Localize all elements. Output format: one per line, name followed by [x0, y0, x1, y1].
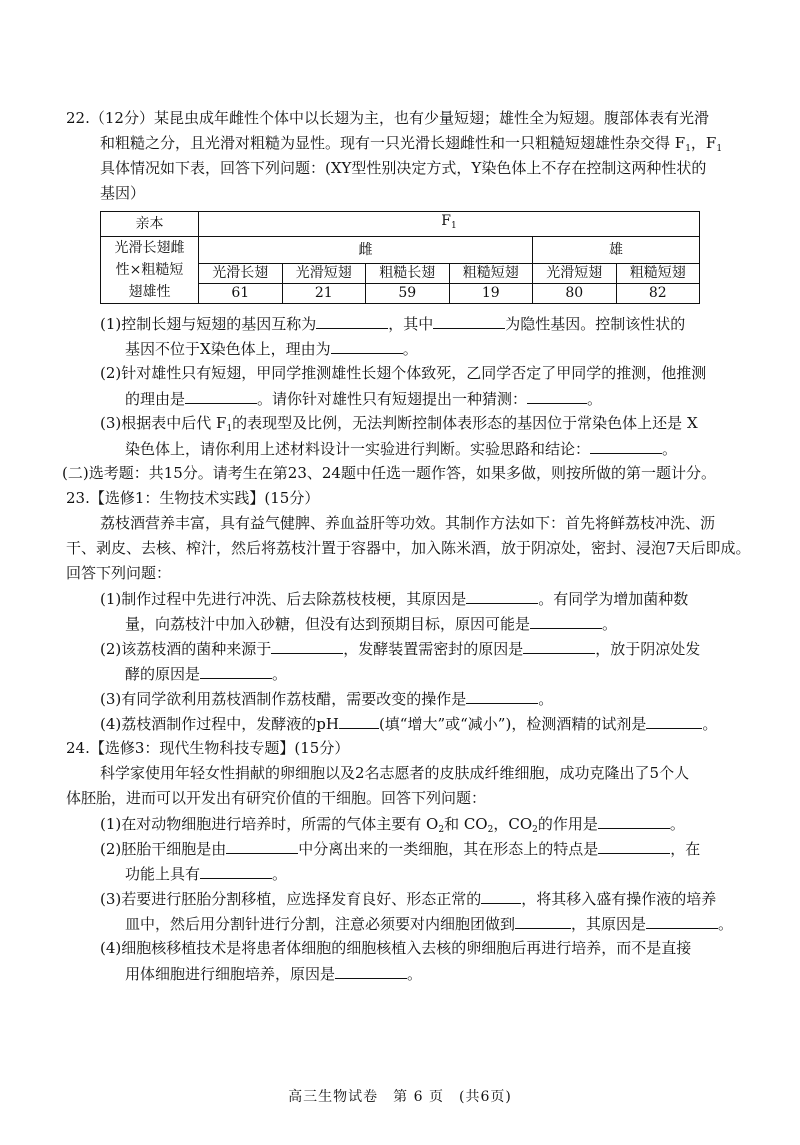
answer-blank[interactable]	[433, 313, 505, 329]
table-col-header: 光滑短翅	[282, 264, 366, 284]
q24-title-text: 24.【选修3：现代生物科技专题】(15分）	[66, 739, 350, 757]
q24-p2-text-e: 。	[272, 865, 288, 883]
answer-blank[interactable]	[339, 713, 379, 729]
q22-p3-text-d: 。	[662, 440, 678, 458]
q23-p1-text-b: 。有同学为增加菌种数	[538, 590, 689, 608]
q23-p1-text-a: (1)制作过程中先进行冲洗、后去除荔枝枝梗，其原因是	[100, 590, 467, 608]
q23-p1-line-1	[100, 588, 688, 610]
q24-p4-text-a: (4)细胞核移植技术是将患者体细胞的细胞核植入去核的卵细胞后再进行培养，而不是直接	[100, 939, 692, 957]
answer-blank[interactable]	[331, 338, 403, 354]
q22-p1-line-2	[125, 338, 418, 360]
table-col-header: 粗糙短翅	[616, 264, 700, 284]
q24-p4-text-c: 。	[407, 965, 423, 983]
answer-blank[interactable]	[523, 638, 595, 654]
answer-blank[interactable]	[590, 438, 662, 454]
q22-line-4	[100, 183, 145, 205]
q23-p4-text-c: 。	[702, 715, 718, 733]
q24-p3-line-2	[125, 913, 733, 935]
q24-p2-line-2	[125, 863, 287, 885]
answer-blank[interactable]	[515, 913, 571, 929]
q24-intro-text-2: 体胚胎，进而可以开发出有研究价值的干细胞。回答下列问题：	[66, 789, 487, 807]
q23-p2-text-c: ，放于阴凉处发	[595, 640, 701, 658]
page-footer	[0, 1086, 800, 1106]
q24-p1-text-e: 。	[669, 815, 685, 833]
table-parent-cell	[101, 237, 199, 304]
q24-p2-text-d: 功能上具有	[125, 865, 201, 883]
q24-p1-text-d: 的作用是	[537, 815, 598, 833]
f1-sub: 1	[450, 221, 457, 231]
table-cell: 19	[449, 284, 533, 304]
q23-title-text: 23.【选修1：生物技术实践】(15分）	[66, 489, 320, 507]
q22-text-3: 具体情况如下表，回答下列问题：(XY型性别决定方式，Y染色体上不存在控制这两种性状的	[100, 159, 707, 177]
q24-p2-text-b: 中分离出来的一类细胞，其在形态上的特点是	[298, 840, 599, 858]
footer-text: 高三生物试卷 第 6 页 (共6页)	[288, 1089, 512, 1105]
table-cell: 61	[199, 284, 283, 304]
table-cell: 21	[282, 284, 366, 304]
answer-blank[interactable]	[598, 838, 670, 854]
answer-blank[interactable]	[335, 963, 407, 979]
q22-p1-text-c: 为隐性基因。控制该性状的	[505, 315, 686, 333]
q24-title	[66, 738, 349, 760]
q22-line-3	[100, 158, 706, 180]
q24-p3-text-e: 。	[718, 915, 734, 933]
answer-blank[interactable]	[466, 688, 538, 704]
q23-p1-line-2	[125, 613, 617, 635]
q22-p2-text-a: (2)针对雄性只有短翅，甲同学推测雄性长翅个体致死，乙同学否定了甲同学的推测，他推测	[100, 364, 707, 382]
q22-p3-line-1	[100, 413, 698, 435]
section2-text: (二)选考题：共15分。请考生在第23、24题中任选一题作答，如果多做，则按所做的第一题计分。	[62, 464, 716, 482]
parent-line-3: 翅雄性	[128, 284, 171, 300]
q22-text-2a: 和粗糙之分，且光滑对粗糙为显性。现有一只光滑长翅雌性和一只粗糙短翅雄性杂交得 F	[100, 134, 686, 152]
q24-p4-text-b: 用体细胞进行细胞培养，原因是	[125, 965, 336, 983]
q24-p4-line-1	[100, 938, 691, 960]
q24-p1-sub-2: 2	[487, 825, 494, 835]
parent-line-2: 性×粗糙短	[115, 262, 184, 278]
q23-intro-text-3: 回答下列问题：	[66, 564, 172, 582]
table-cell: 80	[533, 284, 617, 304]
section2-heading	[62, 463, 716, 485]
q23-intro-3	[66, 563, 171, 585]
answer-blank[interactable]	[226, 838, 298, 854]
q22-p1-line-1	[100, 313, 685, 335]
q23-p3-line-1	[100, 688, 553, 710]
q24-intro-text-1: 科学家使用年轻女性捐献的卵细胞以及2名志愿者的皮肤成纤维细胞，成功克隆出了5个人	[100, 764, 690, 782]
answer-blank[interactable]	[200, 863, 272, 879]
q24-intro-1	[100, 763, 689, 785]
q23-intro-text-2: 干、剥皮、去核、榨汁，然后将荔枝汁置于容器中，加入陈米酒，放于阴凉处，密封、浸泡7天后即成。	[66, 539, 751, 557]
answer-blank[interactable]	[598, 813, 670, 829]
answer-blank[interactable]	[271, 638, 343, 654]
q24-p3-text-d: ，其原因是	[571, 915, 647, 933]
q24-p1-sub-1: 2	[438, 825, 445, 835]
f1-label: F	[441, 213, 451, 229]
q22-p1-text-e: 。	[402, 340, 418, 358]
q24-p2-text-c: ，在	[670, 840, 701, 858]
q23-p4-text-a: (4)荔枝酒制作过程中，发酵液的pH	[100, 715, 339, 733]
q22-text-1: 22.（12分）某昆虫成年雌性个体中以长翅为主，也有少量短翅；雄性全为短翅。腹部体表有光滑	[66, 109, 709, 127]
q23-p2-line-2	[125, 663, 287, 685]
q22-p3-text-c: 染色体上，请你利用上述材料设计一实验进行判断。实验思路和结论：	[125, 440, 591, 458]
answer-blank[interactable]	[316, 313, 388, 329]
q24-p1-line-1	[100, 813, 685, 835]
q23-p4-line-1	[100, 713, 717, 735]
q23-p2-text-a: (2)该荔枝酒的菌种来源于	[100, 640, 272, 658]
table-female-header: 雌	[199, 237, 533, 264]
q22-p3-text-a: (3)根据表中后代 F	[100, 414, 227, 432]
q22-p2-line-1	[100, 363, 706, 385]
answer-blank[interactable]	[646, 913, 718, 929]
answer-blank[interactable]	[530, 613, 602, 629]
q22-p2-text-d: 。	[587, 390, 603, 408]
q24-p2-line-1	[100, 838, 700, 860]
q24-p3-text-c: 皿中，然后用分割针进行分割，注意必须要对内细胞团做到	[125, 915, 516, 933]
q22-p2-text-c: 。请你针对雄性只有短翅提出一种猜测：	[257, 390, 528, 408]
q24-p4-line-2	[125, 963, 422, 985]
q22-line-1	[66, 108, 709, 130]
q23-p3-text-a: (3)有同学欲利用荔枝酒制作荔枝醋，需要改变的操作是	[100, 690, 467, 708]
q23-p3-text-b: 。	[538, 690, 554, 708]
q24-p1-text-a: (1)在对动物细胞进行培养时，所需的气体主要有 O	[100, 815, 439, 833]
q22-p1-text-b: ，其中	[388, 315, 434, 333]
answer-blank[interactable]	[185, 388, 257, 404]
table-f1-header	[199, 212, 700, 237]
q22-p2-text-b: 的理由是	[125, 390, 186, 408]
q24-p3-text-b: ，将其移入盛有操作液的培养	[521, 890, 717, 908]
q23-p1-text-c: 量，向荔枝汁中加入砂糖，但没有达到预期目标，原因可能是	[125, 615, 531, 633]
table-cell: 59	[366, 284, 450, 304]
answer-blank[interactable]	[481, 888, 521, 904]
q22-sub-2: 1	[716, 144, 723, 154]
table-cell: 82	[616, 284, 700, 304]
table-col-header: 粗糙短翅	[449, 264, 533, 284]
table-col-header: 粗糙长翅	[366, 264, 450, 284]
q24-p2-text-a: (2)胚胎干细胞是由	[100, 840, 227, 858]
q22-p3-sub: 1	[226, 424, 233, 434]
q22-p1-text-a: (1)控制长翅与短翅的基因互称为	[100, 315, 317, 333]
q22-p3-line-2	[125, 438, 677, 460]
answer-blank[interactable]	[527, 388, 587, 404]
q23-intro-text-1: 荔枝酒营养丰富，具有益气健脾、养血益肝等功效。其制作方法如下：首先将鲜荔枝冲洗、沥	[100, 514, 716, 532]
q24-p3-text-a: (3)若要进行胚胎分割移植，应选择发育良好、形态正常的	[100, 890, 482, 908]
table-parent-header: 亲本	[101, 212, 199, 237]
q23-p2-text-b: ，发酵装置需密封的原因是	[343, 640, 524, 658]
q23-p1-text-d: 。	[602, 615, 618, 633]
q24-p1-text-b: 和 CO	[444, 815, 488, 833]
table-col-header: 光滑短翅	[533, 264, 617, 284]
q22-text-2b: ，F	[690, 134, 717, 152]
parent-line-1: 光滑长翅雌	[114, 240, 185, 256]
answer-blank[interactable]	[466, 588, 538, 604]
q22-line-2	[100, 133, 722, 155]
q23-p2-text-e: 。	[272, 665, 288, 683]
q23-intro-1	[100, 513, 715, 535]
q22-sub-1: 1	[685, 144, 691, 154]
q23-title	[66, 488, 319, 510]
q22-text-4: 基因）	[100, 184, 146, 202]
q23-p4-text-b: (填“增大”或“减小”)，检测酒精的试剂是	[378, 715, 647, 733]
table-male-header: 雄	[533, 237, 700, 264]
answer-blank[interactable]	[646, 713, 702, 729]
q23-p2-text-d: 酵的原因是	[125, 665, 201, 683]
q22-p3-text-b: 的表现型及比例，无法判断控制体表形态的基因位于常染色体上还是 X	[232, 414, 698, 432]
f1-results-table	[100, 211, 700, 304]
q24-p1-text-c: ，CO	[493, 815, 533, 833]
q24-p3-line-1	[100, 888, 716, 910]
q24-p1-sub-3: 2	[532, 825, 538, 835]
answer-blank[interactable]	[200, 663, 272, 679]
q23-p2-line-1	[100, 638, 700, 660]
q23-intro-2	[66, 538, 751, 560]
q22-p2-line-2	[125, 388, 602, 410]
table-col-header: 光滑长翅	[199, 264, 283, 284]
q22-p1-text-d: 基因不位于X染色体上，理由为	[125, 340, 331, 358]
q24-intro-2	[66, 788, 486, 810]
